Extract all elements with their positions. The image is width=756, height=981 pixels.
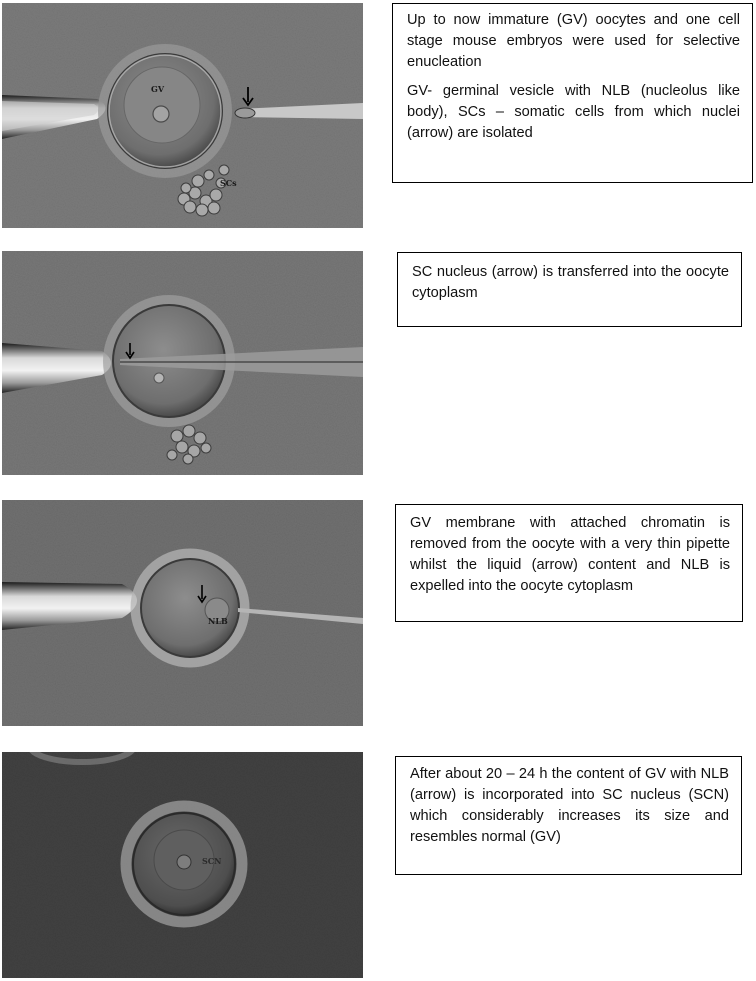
- scn-label: SCN: [202, 856, 222, 866]
- caption-box-2: [397, 252, 742, 327]
- nlb-label: NLB: [208, 616, 228, 626]
- caption-paragraph: Up to now immature (GV) oocytes and one cell stage mouse embryos were used for selective enucleation: [407, 12, 740, 70]
- caption-box-1: [392, 3, 753, 183]
- scs-label: SCs: [220, 178, 237, 188]
- micrograph-3: [2, 500, 363, 726]
- micrograph-1: [2, 3, 363, 228]
- gv-label: GV: [151, 84, 165, 94]
- caption-paragraph: GV- germinal vesicle with NLB (nucleolus like body), SCs – somatic cells from which nuclei (arrow) are isolated: [407, 83, 740, 141]
- caption-paragraph: After about 20 – 24 h the content of GV with NLB (arrow) is incorporated into SC nucleus (SCN) which considerably increases its size and resembles normal (GV): [410, 766, 729, 845]
- caption-box-4: [395, 756, 742, 875]
- caption-paragraph: SC nucleus (arrow) is transferred into the oocyte cytoplasm: [412, 264, 729, 301]
- caption-paragraph: GV membrane with attached chromatin is removed from the oocyte with a very thin pipette whilst the liquid (arrow) content and NLB is expelled into the oocyte cytoplasm: [410, 515, 730, 594]
- caption-box-3: [395, 504, 743, 622]
- micrograph-4: [2, 752, 363, 978]
- micrograph-2: [2, 251, 363, 475]
